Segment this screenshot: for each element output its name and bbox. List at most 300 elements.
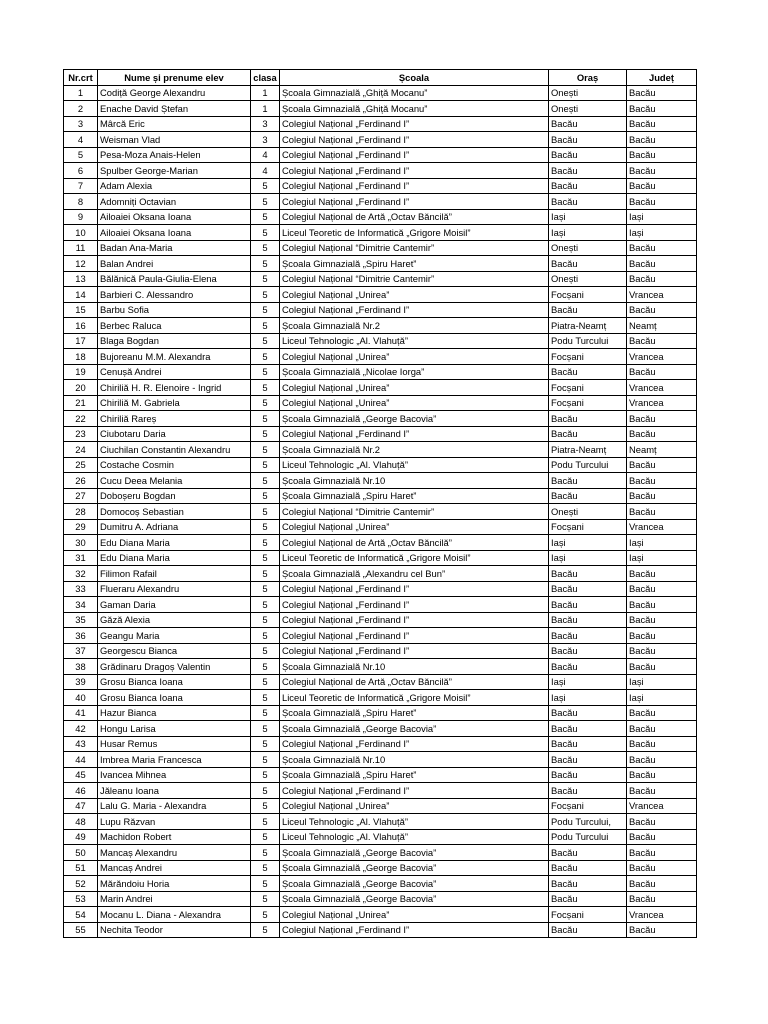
- cell-scoala: Colegiul Național “Dimitrie Cantemir”: [280, 240, 549, 256]
- cell-scoala: Școala Gimnazială „Nicolae Iorga”: [280, 364, 549, 380]
- cell-scoala: Școala Gimnazială „Spiru Haret”: [280, 488, 549, 504]
- cell-clasa: 5: [251, 860, 280, 876]
- cell-oras: Focșani: [549, 395, 627, 411]
- cell-clasa: 5: [251, 271, 280, 287]
- cell-oras: Bacău: [549, 163, 627, 179]
- cell-scoala: Colegiul Național „Ferdinand I”: [280, 116, 549, 132]
- table-row: [64, 798, 697, 814]
- cell-oras: Onești: [549, 101, 627, 117]
- table-row: [64, 829, 697, 845]
- cell-judet: Iași: [627, 535, 697, 551]
- cell-scoala: Colegiul Național „Ferdinand I”: [280, 178, 549, 194]
- table-row: [64, 907, 697, 923]
- cell-nr: 32: [64, 566, 98, 582]
- cell-oras: Bacău: [549, 194, 627, 210]
- table-row: [64, 752, 697, 768]
- cell-oras: Bacău: [549, 426, 627, 442]
- cell-judet: Bacău: [627, 85, 697, 101]
- table-row: [64, 814, 697, 830]
- cell-judet: Neamț: [627, 442, 697, 458]
- cell-judet: Iași: [627, 550, 697, 566]
- table-row: [64, 256, 697, 272]
- cell-nr: 50: [64, 845, 98, 861]
- table-row: [64, 659, 697, 675]
- cell-nr: 27: [64, 488, 98, 504]
- cell-nr: 40: [64, 690, 98, 706]
- cell-oras: Bacău: [549, 256, 627, 272]
- cell-scoala: Colegiul Național „Ferdinand I”: [280, 132, 549, 148]
- cell-clasa: 5: [251, 287, 280, 303]
- cell-clasa: 5: [251, 457, 280, 473]
- cell-scoala: Colegiul Național „Ferdinand I”: [280, 194, 549, 210]
- cell-name: Lupu Răzvan: [98, 814, 251, 830]
- table-row: [64, 628, 697, 644]
- cell-nr: 43: [64, 736, 98, 752]
- cell-oras: Bacău: [549, 891, 627, 907]
- cell-clasa: 5: [251, 876, 280, 892]
- cell-scoala: Școala Gimnazială „Ghiță Mocanu”: [280, 101, 549, 117]
- cell-name: Bujoreanu M.M. Alexandra: [98, 349, 251, 365]
- table-row: [64, 457, 697, 473]
- cell-clasa: 5: [251, 628, 280, 644]
- cell-oras: Bacău: [549, 178, 627, 194]
- cell-nr: 42: [64, 721, 98, 737]
- cell-scoala: Colegiul Național „Ferdinand I”: [280, 581, 549, 597]
- table-row: [64, 705, 697, 721]
- student-table: [63, 69, 697, 938]
- table-row: [64, 101, 697, 117]
- cell-nr: 51: [64, 860, 98, 876]
- cell-clasa: 5: [251, 333, 280, 349]
- cell-name: Badan Ana-Maria: [98, 240, 251, 256]
- table-row: [64, 860, 697, 876]
- cell-judet: Bacău: [627, 705, 697, 721]
- cell-nr: 16: [64, 318, 98, 334]
- cell-scoala: Școala Gimnazială „Spiru Haret”: [280, 767, 549, 783]
- cell-scoala: Școala Gimnazială Nr.10: [280, 473, 549, 489]
- cell-oras: Onești: [549, 85, 627, 101]
- cell-clasa: 5: [251, 581, 280, 597]
- cell-nr: 4: [64, 132, 98, 148]
- cell-clasa: 5: [251, 380, 280, 396]
- cell-judet: Bacău: [627, 116, 697, 132]
- cell-name: Grosu Bianca Ioana: [98, 674, 251, 690]
- cell-oras: Focșani: [549, 519, 627, 535]
- cell-scoala: Școala Gimnazială „George Bacovia”: [280, 411, 549, 427]
- cell-judet: Iași: [627, 690, 697, 706]
- cell-oras: Focșani: [549, 287, 627, 303]
- cell-clasa: 5: [251, 442, 280, 458]
- cell-nr: 28: [64, 504, 98, 520]
- table-row: [64, 845, 697, 861]
- cell-oras: Bacău: [549, 705, 627, 721]
- cell-scoala: Colegiul Național „Ferdinand I”: [280, 147, 549, 163]
- cell-nr: 13: [64, 271, 98, 287]
- cell-clasa: 5: [251, 674, 280, 690]
- cell-oras: Bacău: [549, 783, 627, 799]
- cell-name: Ivancea Mihnea: [98, 767, 251, 783]
- cell-name: Dumitru A. Adriana: [98, 519, 251, 535]
- cell-clasa: 5: [251, 349, 280, 365]
- cell-scoala: Colegiul Național „Unirea”: [280, 395, 549, 411]
- cell-clasa: 1: [251, 101, 280, 117]
- cell-name: Cucu Deea Melania: [98, 473, 251, 489]
- table-row: [64, 783, 697, 799]
- cell-scoala: Școala Gimnazială „George Bacovia”: [280, 845, 549, 861]
- cell-judet: Bacău: [627, 178, 697, 194]
- cell-clasa: 5: [251, 752, 280, 768]
- header-scoala: Școala: [280, 70, 549, 86]
- cell-name: Mărăndoiu Horia: [98, 876, 251, 892]
- cell-judet: Bacău: [627, 101, 697, 117]
- cell-nr: 18: [64, 349, 98, 365]
- cell-name: Marin Andrei: [98, 891, 251, 907]
- cell-clasa: 5: [251, 829, 280, 845]
- cell-name: Grosu Bianca Ioana: [98, 690, 251, 706]
- cell-oras: Focșani: [549, 798, 627, 814]
- cell-nr: 11: [64, 240, 98, 256]
- table-row: [64, 442, 697, 458]
- cell-oras: Iași: [549, 209, 627, 225]
- table-row: [64, 535, 697, 551]
- cell-scoala: Colegiul Național “Dimitrie Cantemir”: [280, 271, 549, 287]
- cell-nr: 55: [64, 922, 98, 938]
- cell-nr: 45: [64, 767, 98, 783]
- cell-nr: 3: [64, 116, 98, 132]
- cell-oras: Bacău: [549, 752, 627, 768]
- header-name: Nume și prenume elev: [98, 70, 251, 86]
- cell-nr: 35: [64, 612, 98, 628]
- cell-scoala: Colegiul Național „Ferdinand I”: [280, 163, 549, 179]
- cell-scoala: Școala Gimnazială Nr.2: [280, 442, 549, 458]
- cell-judet: Bacău: [627, 364, 697, 380]
- cell-oras: Piatra-Neamț: [549, 318, 627, 334]
- cell-nr: 44: [64, 752, 98, 768]
- cell-name: Grădinaru Dragoș Valentin: [98, 659, 251, 675]
- cell-name: Hongu Larisa: [98, 721, 251, 737]
- cell-judet: Bacău: [627, 147, 697, 163]
- cell-clasa: 5: [251, 798, 280, 814]
- cell-name: Adam Alexia: [98, 178, 251, 194]
- cell-clasa: 1: [251, 85, 280, 101]
- cell-judet: Vrancea: [627, 287, 697, 303]
- cell-scoala: Școala Gimnazială „George Bacovia”: [280, 891, 549, 907]
- cell-name: Hazur Bianca: [98, 705, 251, 721]
- table-row: [64, 721, 697, 737]
- cell-nr: 29: [64, 519, 98, 535]
- table-row: [64, 690, 697, 706]
- cell-clasa: 5: [251, 690, 280, 706]
- cell-nr: 23: [64, 426, 98, 442]
- cell-judet: Bacău: [627, 581, 697, 597]
- cell-judet: Iași: [627, 209, 697, 225]
- cell-oras: Bacău: [549, 922, 627, 938]
- cell-clasa: 3: [251, 116, 280, 132]
- cell-clasa: 5: [251, 736, 280, 752]
- cell-nr: 53: [64, 891, 98, 907]
- cell-clasa: 5: [251, 302, 280, 318]
- table-row: [64, 891, 697, 907]
- cell-name: Chiriliă Rareș: [98, 411, 251, 427]
- table-row: [64, 380, 697, 396]
- cell-name: Filimon Rafail: [98, 566, 251, 582]
- cell-judet: Neamț: [627, 318, 697, 334]
- cell-nr: 20: [64, 380, 98, 396]
- table-row: [64, 132, 697, 148]
- cell-nr: 52: [64, 876, 98, 892]
- cell-oras: Bacău: [549, 581, 627, 597]
- cell-scoala: Colegiul Național „Ferdinand I”: [280, 783, 549, 799]
- cell-name: Georgescu Bianca: [98, 643, 251, 659]
- cell-nr: 47: [64, 798, 98, 814]
- cell-name: Bălănică Paula-Giulia-Elena: [98, 271, 251, 287]
- cell-scoala: Școala Gimnazială „Alexandru cel Bun”: [280, 566, 549, 582]
- table-row: [64, 147, 697, 163]
- cell-oras: Focșani: [549, 907, 627, 923]
- cell-name: Ciubotaru Daria: [98, 426, 251, 442]
- cell-judet: Bacău: [627, 643, 697, 659]
- cell-judet: Bacău: [627, 240, 697, 256]
- cell-judet: Vrancea: [627, 380, 697, 396]
- cell-clasa: 5: [251, 767, 280, 783]
- cell-scoala: Liceul Tehnologic „Al. Vlahuță”: [280, 333, 549, 349]
- cell-nr: 39: [64, 674, 98, 690]
- cell-scoala: Colegiul Național „Unirea”: [280, 349, 549, 365]
- cell-clasa: 5: [251, 550, 280, 566]
- cell-name: Nechita Teodor: [98, 922, 251, 938]
- cell-oras: Iași: [549, 535, 627, 551]
- cell-nr: 37: [64, 643, 98, 659]
- cell-name: Berbec Raluca: [98, 318, 251, 334]
- table-row: [64, 643, 697, 659]
- table-row: [64, 287, 697, 303]
- cell-clasa: 5: [251, 395, 280, 411]
- cell-judet: Bacău: [627, 891, 697, 907]
- cell-oras: Bacău: [549, 736, 627, 752]
- cell-scoala: Colegiul Național „Ferdinand I”: [280, 597, 549, 613]
- cell-name: Blaga Bogdan: [98, 333, 251, 349]
- cell-nr: 24: [64, 442, 98, 458]
- cell-nr: 2: [64, 101, 98, 117]
- cell-oras: Podu Turcului,: [549, 814, 627, 830]
- cell-clasa: 5: [251, 488, 280, 504]
- table-row: [64, 473, 697, 489]
- cell-clasa: 5: [251, 504, 280, 520]
- cell-judet: Bacău: [627, 132, 697, 148]
- table-row: [64, 581, 697, 597]
- cell-clasa: 5: [251, 519, 280, 535]
- cell-oras: Onești: [549, 240, 627, 256]
- cell-nr: 15: [64, 302, 98, 318]
- cell-scoala: Colegiul Național „Ferdinand I”: [280, 643, 549, 659]
- cell-scoala: Colegiul Național „Ferdinand I”: [280, 736, 549, 752]
- cell-oras: Bacău: [549, 845, 627, 861]
- cell-judet: Bacău: [627, 876, 697, 892]
- cell-oras: Podu Turcului: [549, 829, 627, 845]
- cell-name: Pesa-Moza Anais-Helen: [98, 147, 251, 163]
- cell-name: Domocoș Sebastian: [98, 504, 251, 520]
- cell-clasa: 5: [251, 178, 280, 194]
- cell-nr: 49: [64, 829, 98, 845]
- table-row: [64, 504, 697, 520]
- cell-name: Enache David Ștefan: [98, 101, 251, 117]
- cell-name: Doboșeru Bogdan: [98, 488, 251, 504]
- cell-nr: 36: [64, 628, 98, 644]
- cell-oras: Podu Turcului: [549, 457, 627, 473]
- cell-nr: 25: [64, 457, 98, 473]
- table-body: [64, 85, 697, 938]
- table-row: [64, 302, 697, 318]
- cell-nr: 34: [64, 597, 98, 613]
- table-row: [64, 116, 697, 132]
- cell-oras: Bacău: [549, 860, 627, 876]
- cell-nr: 22: [64, 411, 98, 427]
- table-row: [64, 922, 697, 938]
- cell-oras: Podu Turcului: [549, 333, 627, 349]
- cell-clasa: 5: [251, 225, 280, 241]
- cell-scoala: Colegiul Național „Unirea”: [280, 907, 549, 923]
- cell-nr: 14: [64, 287, 98, 303]
- cell-scoala: Colegiul Național „Ferdinand I”: [280, 922, 549, 938]
- cell-judet: Vrancea: [627, 395, 697, 411]
- cell-name: Costache Cosmin: [98, 457, 251, 473]
- cell-oras: Piatra-Neamț: [549, 442, 627, 458]
- cell-judet: Bacău: [627, 256, 697, 272]
- cell-oras: Bacău: [549, 659, 627, 675]
- cell-name: Adomniți Octavian: [98, 194, 251, 210]
- cell-nr: 12: [64, 256, 98, 272]
- table-row: [64, 736, 697, 752]
- cell-clasa: 4: [251, 147, 280, 163]
- cell-clasa: 3: [251, 132, 280, 148]
- header-nr: Nr.crt: [64, 70, 98, 86]
- cell-name: Chiriliă M. Gabriela: [98, 395, 251, 411]
- cell-name: Mancaș Andrei: [98, 860, 251, 876]
- cell-clasa: 5: [251, 256, 280, 272]
- cell-oras: Bacău: [549, 411, 627, 427]
- cell-scoala: Colegiul Național „Ferdinand I”: [280, 426, 549, 442]
- cell-name: Jăleanu Ioana: [98, 783, 251, 799]
- cell-nr: 38: [64, 659, 98, 675]
- cell-clasa: 5: [251, 891, 280, 907]
- cell-oras: Bacău: [549, 116, 627, 132]
- table-row: [64, 194, 697, 210]
- header-clasa: clasa: [251, 70, 280, 86]
- cell-name: Cenușă Andrei: [98, 364, 251, 380]
- cell-oras: Bacău: [549, 643, 627, 659]
- table-row: [64, 488, 697, 504]
- cell-name: Husar Remus: [98, 736, 251, 752]
- cell-judet: Bacău: [627, 860, 697, 876]
- cell-name: Barbu Sofia: [98, 302, 251, 318]
- cell-judet: Bacău: [627, 612, 697, 628]
- cell-nr: 8: [64, 194, 98, 210]
- cell-clasa: 5: [251, 845, 280, 861]
- table-row: [64, 364, 697, 380]
- cell-oras: Onești: [549, 271, 627, 287]
- cell-scoala: Liceul Teoretic de Informatică „Grigore Moisil”: [280, 225, 549, 241]
- cell-name: Mârcă Eric: [98, 116, 251, 132]
- table-row: [64, 612, 697, 628]
- cell-scoala: Liceul Teoretic de Informatică „Grigore Moisil”: [280, 690, 549, 706]
- cell-name: Barbieri C. Alessandro: [98, 287, 251, 303]
- table-row: [64, 597, 697, 613]
- cell-oras: Bacău: [549, 597, 627, 613]
- cell-judet: Bacău: [627, 411, 697, 427]
- cell-oras: Bacău: [549, 876, 627, 892]
- cell-clasa: 5: [251, 612, 280, 628]
- cell-nr: 17: [64, 333, 98, 349]
- cell-judet: Bacău: [627, 783, 697, 799]
- cell-name: Codiță George Alexandru: [98, 85, 251, 101]
- table-row: [64, 85, 697, 101]
- cell-judet: Bacău: [627, 163, 697, 179]
- cell-judet: Bacău: [627, 302, 697, 318]
- cell-clasa: 5: [251, 209, 280, 225]
- cell-clasa: 5: [251, 814, 280, 830]
- cell-scoala: Colegiul Național de Artă „Octav Băncilă”: [280, 209, 549, 225]
- cell-oras: Onești: [549, 504, 627, 520]
- header-row: [64, 70, 697, 86]
- cell-clasa: 5: [251, 318, 280, 334]
- cell-judet: Vrancea: [627, 519, 697, 535]
- cell-scoala: Școala Gimnazială Nr.10: [280, 659, 549, 675]
- cell-judet: Bacău: [627, 814, 697, 830]
- cell-judet: Bacău: [627, 845, 697, 861]
- table-row: [64, 411, 697, 427]
- cell-judet: Bacău: [627, 736, 697, 752]
- cell-nr: 7: [64, 178, 98, 194]
- cell-judet: Vrancea: [627, 907, 697, 923]
- cell-oras: Bacău: [549, 132, 627, 148]
- cell-scoala: Școala Gimnazială „George Bacovia”: [280, 876, 549, 892]
- cell-judet: Vrancea: [627, 798, 697, 814]
- cell-judet: Bacău: [627, 767, 697, 783]
- cell-scoala: Colegiul Național „Unirea”: [280, 519, 549, 535]
- cell-name: Machidon Robert: [98, 829, 251, 845]
- cell-judet: Bacău: [627, 829, 697, 845]
- cell-nr: 54: [64, 907, 98, 923]
- cell-judet: Bacău: [627, 628, 697, 644]
- cell-clasa: 5: [251, 473, 280, 489]
- cell-judet: Bacău: [627, 271, 697, 287]
- cell-nr: 30: [64, 535, 98, 551]
- cell-nr: 41: [64, 705, 98, 721]
- cell-nr: 10: [64, 225, 98, 241]
- cell-nr: 6: [64, 163, 98, 179]
- table-row: [64, 333, 697, 349]
- cell-judet: Bacău: [627, 473, 697, 489]
- cell-oras: Bacău: [549, 364, 627, 380]
- cell-oras: Bacău: [549, 628, 627, 644]
- cell-judet: Iași: [627, 674, 697, 690]
- cell-scoala: Liceul Tehnologic „Al. Vlahuță”: [280, 829, 549, 845]
- cell-oras: Bacău: [549, 473, 627, 489]
- cell-clasa: 5: [251, 566, 280, 582]
- cell-nr: 48: [64, 814, 98, 830]
- cell-scoala: Colegiul Național „Ferdinand I”: [280, 302, 549, 318]
- cell-name: Weisman Vlad: [98, 132, 251, 148]
- cell-nr: 26: [64, 473, 98, 489]
- cell-scoala: Colegiul Național „Unirea”: [280, 798, 549, 814]
- cell-oras: Bacău: [549, 147, 627, 163]
- cell-name: Găză Alexia: [98, 612, 251, 628]
- header-judet: Județ: [627, 70, 697, 86]
- cell-judet: Bacău: [627, 721, 697, 737]
- table-row: [64, 240, 697, 256]
- cell-nr: 5: [64, 147, 98, 163]
- cell-judet: Bacău: [627, 333, 697, 349]
